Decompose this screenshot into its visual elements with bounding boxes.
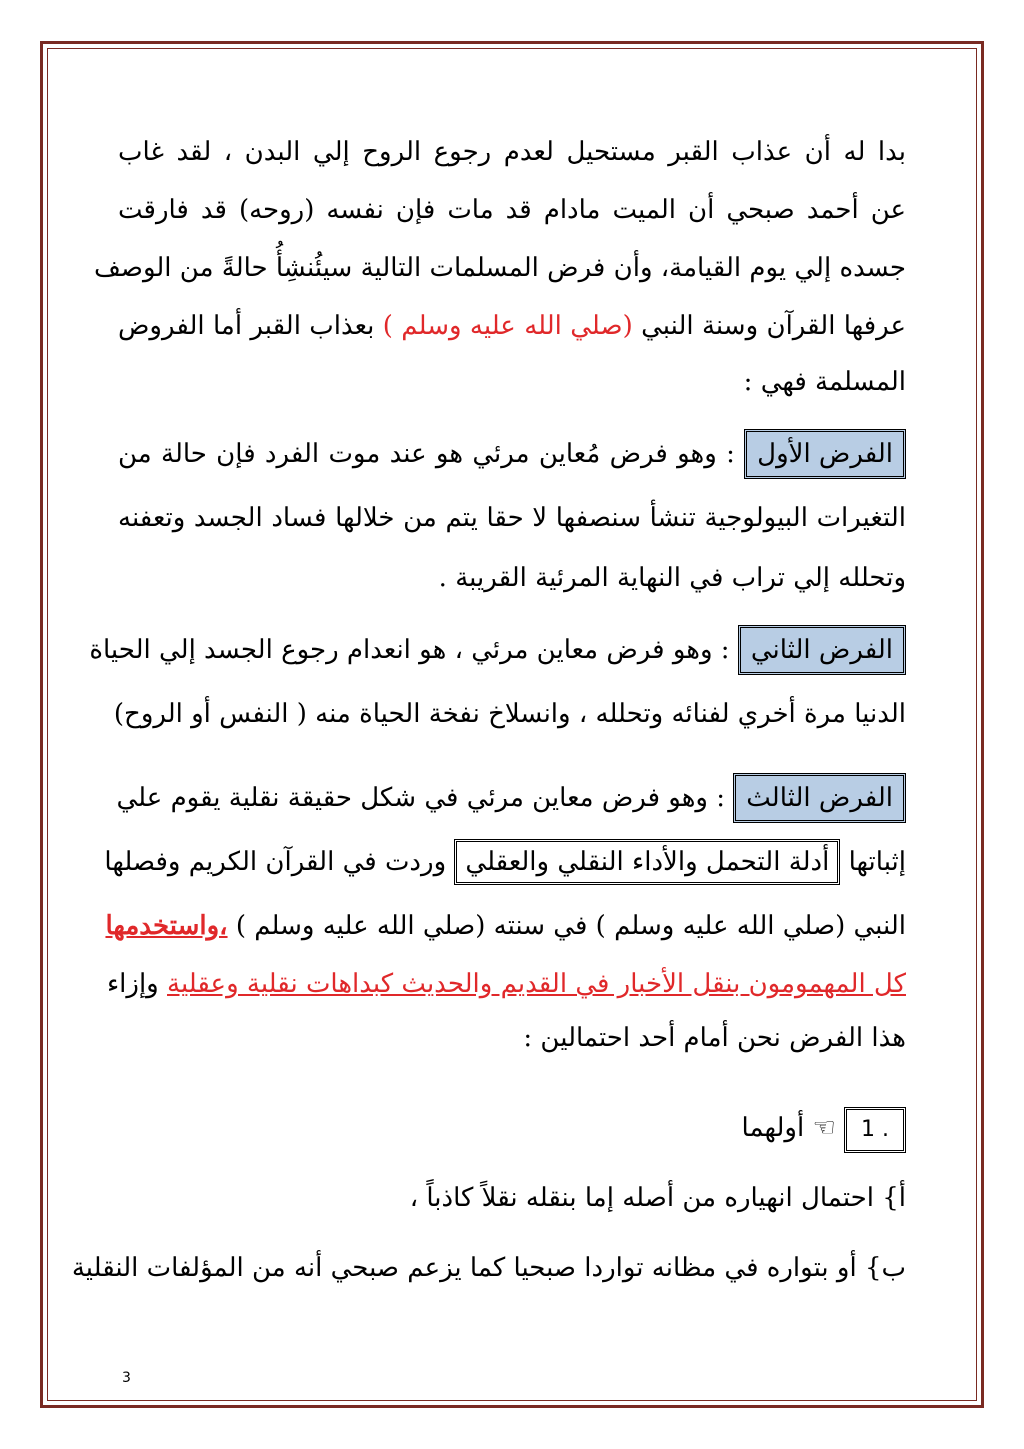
text-line (118, 300, 906, 352)
list-item: أ} احتمال انهياره من أصله إما بنقله نقلاً كاذباً ، (409, 1183, 906, 1213)
boxed-phrase: أدلة التحمل والأداء النقلي والعقلي (454, 839, 840, 885)
text-segment: إثباتها (848, 847, 906, 877)
text-line (106, 958, 906, 1010)
hypothesis-1-label: الفرض الأول (744, 429, 906, 479)
list-item-header (118, 1102, 906, 1154)
text-line: التغيرات البيولوجية تنشأ سنصفها لا حقا يتم من خلالها فساد الجسد وتعفنه (118, 503, 906, 533)
salutation-red: (صلي الله عليه وسلم ) (382, 311, 633, 341)
text-line: عن أحمد صبحي أن الميت مادام قد مات فإن نفسه (روحه) قد فارقت (118, 195, 906, 225)
hypothesis-3-line (118, 772, 906, 824)
text-line: هذا الفرض نحن أمام أحد احتمالين : (523, 1023, 906, 1053)
text-segment: وردت في القرآن الكريم وفصلها (104, 847, 447, 877)
text-segment: بعذاب القبر أما الفروض (118, 311, 375, 341)
hypothesis-2-line (89, 624, 906, 676)
text-segment: وإزاء (106, 969, 159, 999)
text-segment: : وهو فرض معاين مرئي في شكل حقيقة نقلية يقوم علي (116, 783, 726, 813)
text-line: وتحلله إلي تراب في النهاية المرئية القريبة . (438, 563, 906, 593)
hypothesis-1-line (118, 428, 906, 480)
text-line: جسده إلي يوم القيامة، وأن فرض المسلمات التالية سيئُنشِأُ حالةً من الوصف (93, 253, 906, 283)
text-line (105, 900, 906, 952)
text-segment: : وهو فرض معاين مرئي ، هو انعدام رجوع الجسد إلي الحياة (89, 635, 730, 665)
text-segment: النبي (صلي الله عليه وسلم ) في سنته (صلي الله عليه وسلم ) (235, 911, 906, 941)
hypothesis-3-label: الفرض الثالث (733, 773, 906, 823)
text-segment: : وهو فرض مُعاين مرئي هو عند موت الفرد فإن حالة من (118, 439, 735, 469)
text-line (104, 836, 906, 888)
page-number: 3 (122, 1370, 131, 1386)
pointing-hand-icon: ☜ (812, 1113, 836, 1143)
hypothesis-2-label: الفرض الثاني (738, 625, 906, 675)
text-line: الدنيا مرة أخري لفنائه وتحلله ، وانسلاخ نفخة الحياة منه ( النفس أو الروح) (113, 699, 906, 729)
text-line: بدا له أن عذاب القبر مستحيل لعدم رجوع الروح إلي البدن ، لقد غاب (118, 137, 906, 167)
highlighted-red-text: كل المهمومون بنقل الأخبار في القديم والحديث كبداهات نقلية وعقلية (167, 969, 906, 999)
highlighted-red-text: ،واستخدمها (105, 911, 228, 941)
list-number-box: 1 . (844, 1107, 906, 1153)
list-item-label: أولهما (741, 1113, 805, 1143)
text-segment: عرفها القرآن وسنة النبي (641, 311, 907, 341)
list-item: ب} أو بتواره في مظانه تواردا صبحيا كما يزعم صبحي أنه من المؤلفات النقلية (71, 1253, 906, 1283)
text-line: المسلمة فهي : (743, 367, 906, 397)
